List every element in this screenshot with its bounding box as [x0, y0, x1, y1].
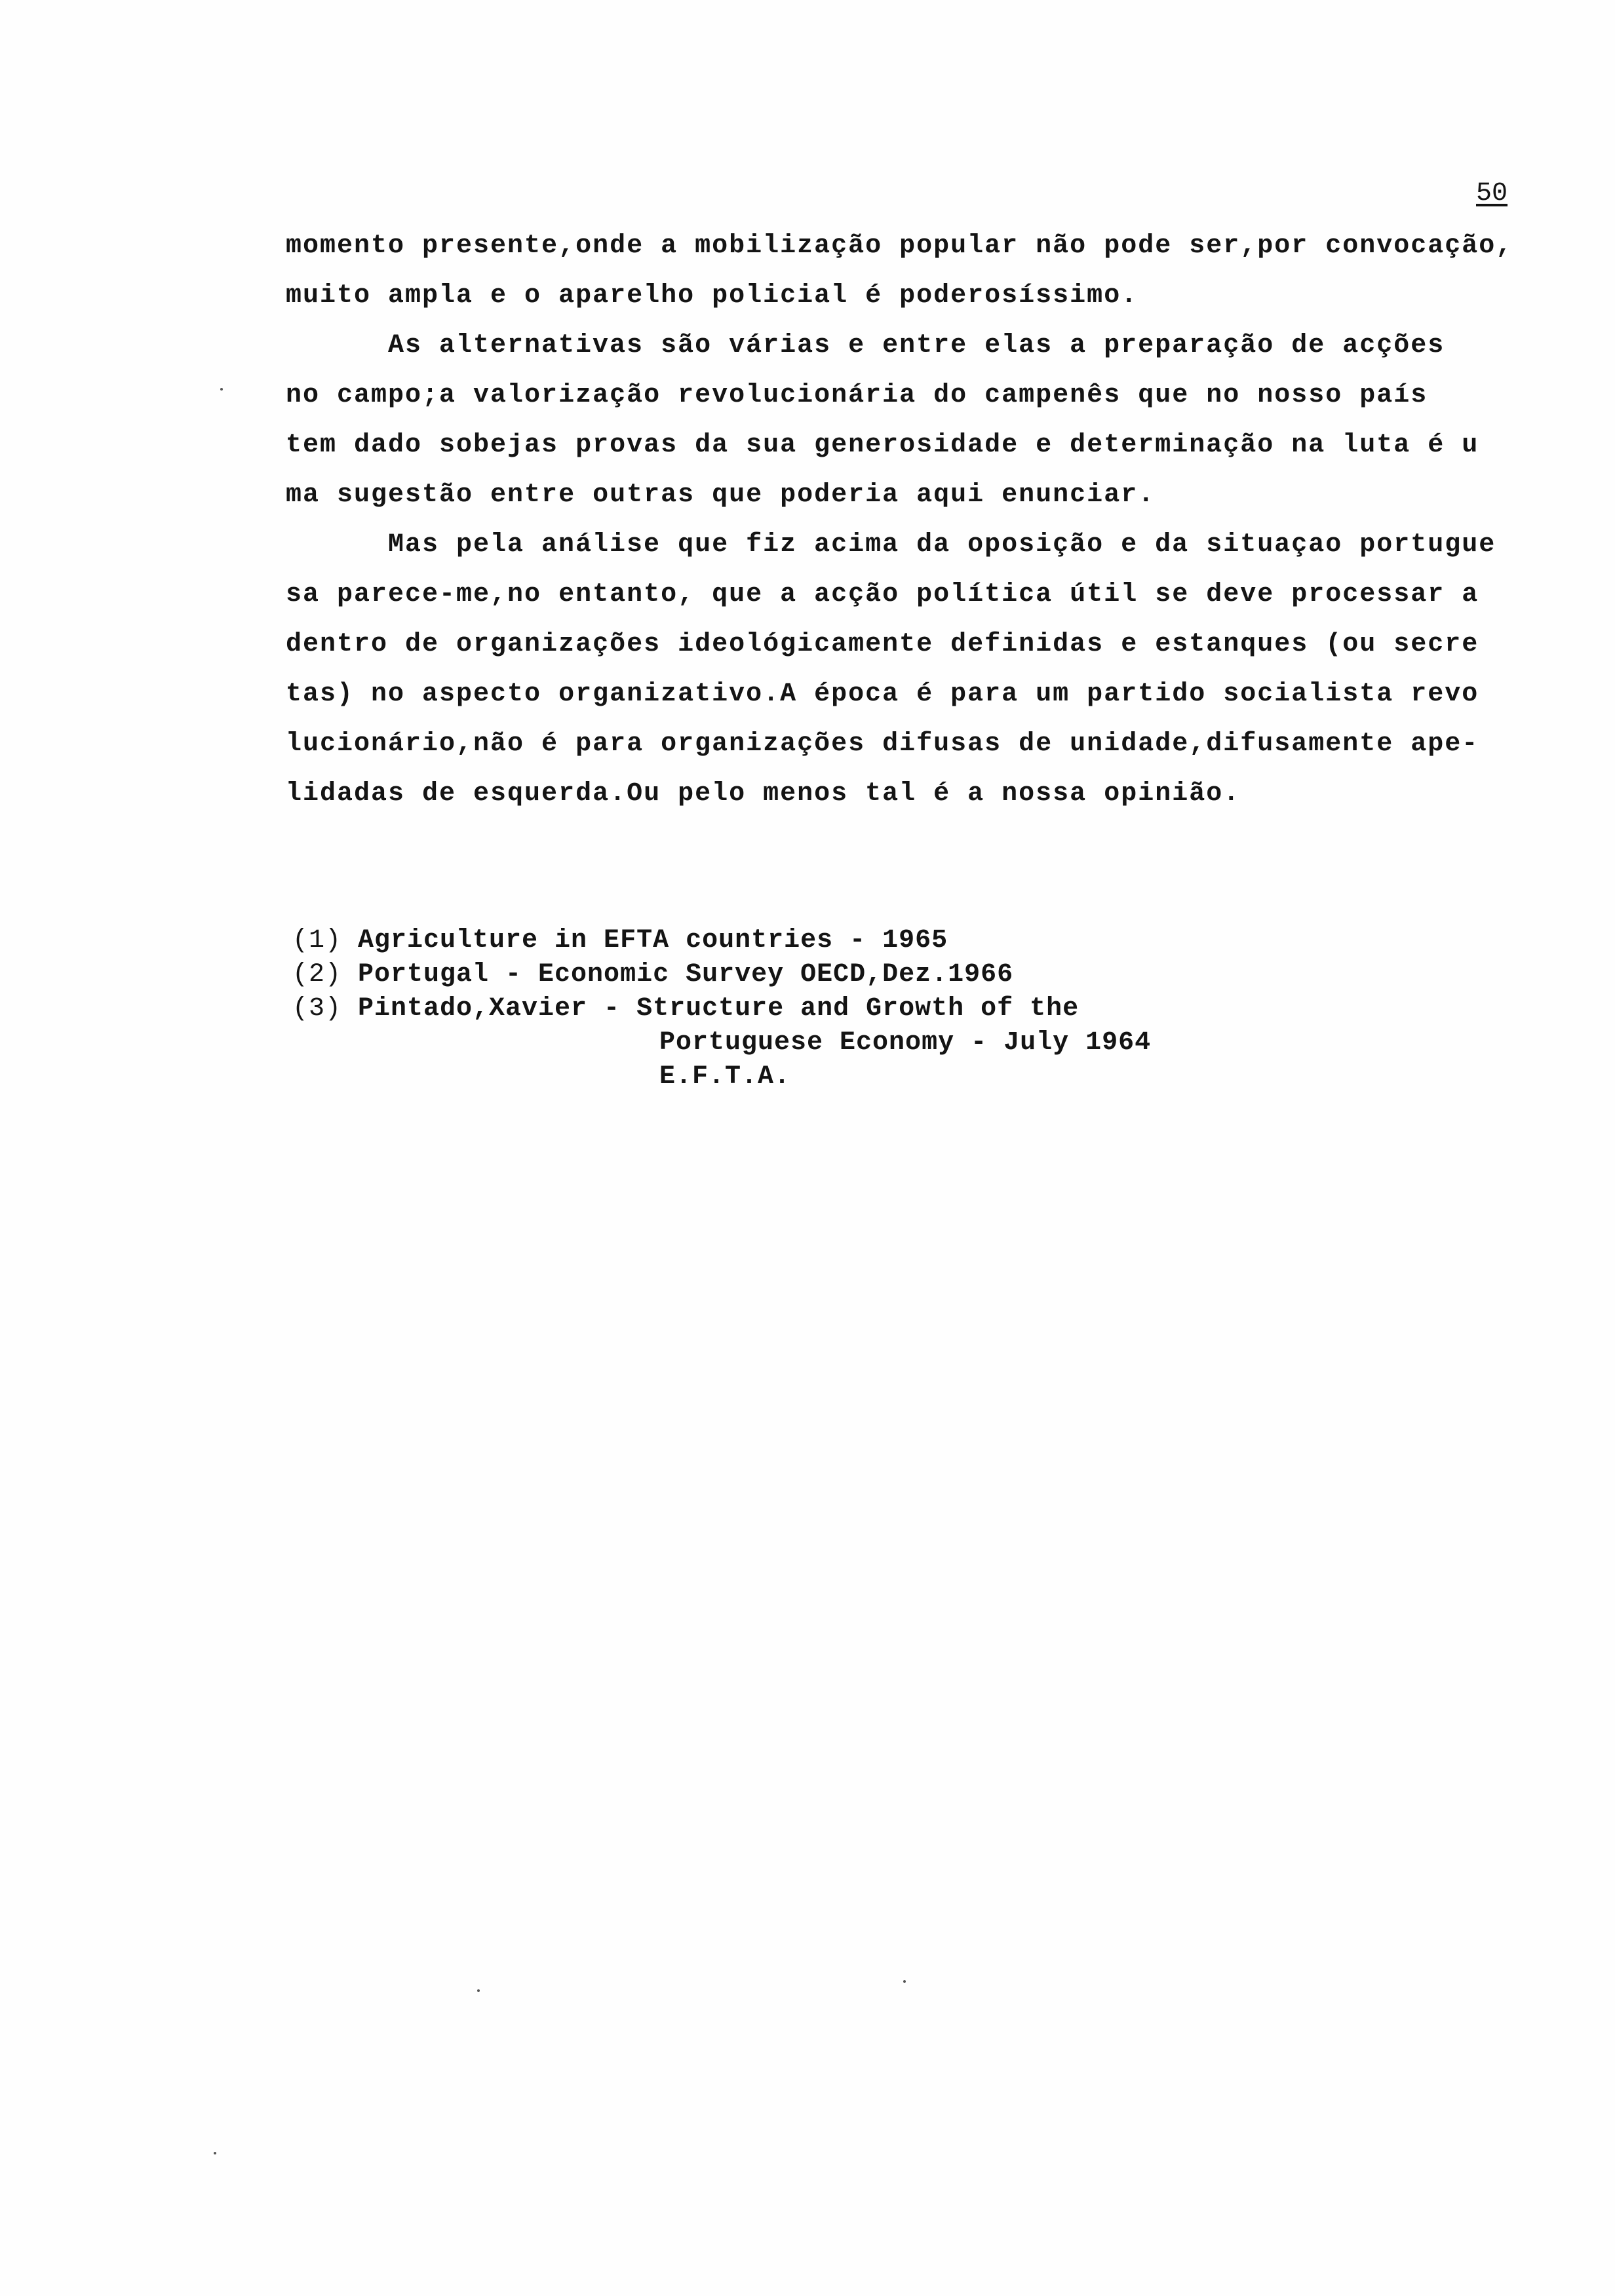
body-line: tas) no aspecto organizativo.A época é para um partido socialista revo	[286, 679, 1479, 709]
body-line: lucionário,não é para organizações difusas de unidade,difusamente ape-	[286, 729, 1479, 759]
footnote-number: (2)	[292, 960, 342, 989]
body-line: momento presente,onde a mobilização popular não pode ser,por convocação,	[286, 231, 1513, 261]
body-line: muito ampla e o aparelho policial é poderosíssimo.	[286, 281, 1138, 311]
footnote-text: Pintado,Xavier - Structure and Growth of the	[358, 994, 1080, 1024]
body-line: Mas pela análise que fiz acima da oposição e da situaçao portugue	[388, 530, 1496, 560]
footnote	[292, 992, 1275, 1026]
scan-speck	[903, 1980, 906, 1983]
scan-speck	[214, 2152, 216, 2154]
body-line: As alternativas são várias e entre elas a preparação de acções	[388, 331, 1445, 360]
footnote-continuation: E.F.T.A.	[659, 1062, 791, 1092]
body-line: sa parece-me,no entanto, que a acção política útil se deve processar a	[286, 580, 1479, 609]
footnote-number: (1)	[292, 926, 342, 955]
footnote	[292, 924, 1275, 958]
body-text	[286, 221, 1531, 819]
body-line: no campo;a valorização revolucionária do campenês que no nosso país	[286, 381, 1428, 410]
footnotes	[292, 924, 1275, 1094]
footnote	[292, 958, 1275, 992]
body-line: tem dado sobejas provas da sua generosidade e determinação na luta é u	[286, 430, 1479, 460]
body-line: dentro de organizações ideológicamente definidas e estanques (ou secre	[286, 630, 1479, 659]
body-line: ma sugestão entre outras que poderia aqui enunciar.	[286, 480, 1156, 510]
footnote-text: Agriculture in EFTA countries - 1965	[358, 926, 948, 955]
scan-speck	[477, 1989, 480, 1992]
page-number: 50	[1476, 179, 1508, 208]
footnote-number: (3)	[292, 994, 342, 1024]
scan-speck	[220, 388, 223, 391]
footnote-text: Portugal - Economic Survey OECD,Dez.1966	[358, 960, 1014, 989]
body-line: lidadas de esquerda.Ou pelo menos tal é a nossa opinião.	[286, 779, 1241, 809]
footnote-continuation: Portuguese Economy - July 1964	[659, 1028, 1152, 1058]
